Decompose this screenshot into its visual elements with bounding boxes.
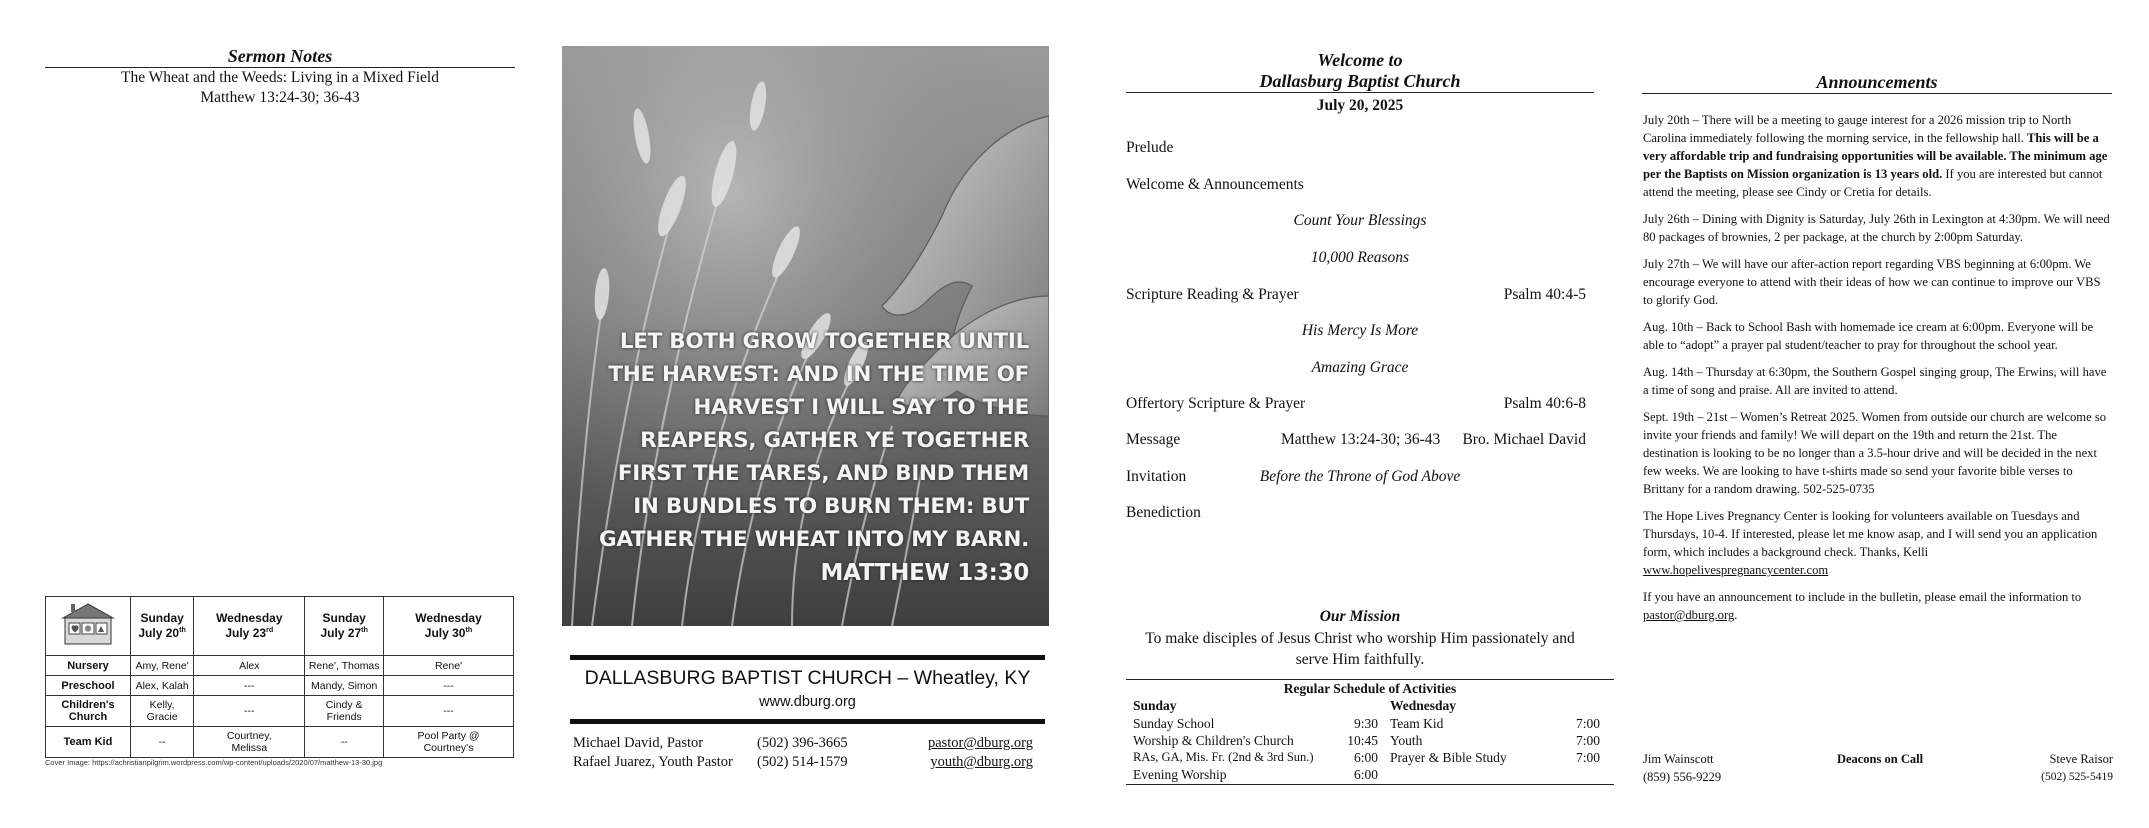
schedule-item [1133,733,1378,750]
divider-bar [570,655,1045,660]
welcome-title [1126,50,1594,93]
order-item-label: Prelude [1126,139,1174,156]
sermon-subtitle [45,68,515,108]
table-cell: Courtney, Melissa [194,727,305,758]
schedule-item [1133,716,1378,733]
schedule-sunday-heading: Sunday [1133,698,1177,713]
staff-name: Rafael Juarez, Youth Pastor [573,754,733,770]
song-title: Count Your Blessings [1293,212,1427,229]
col-header-wednesday-july-30: Wednesday July 30th [384,597,514,656]
deacon-left [1643,750,1721,786]
schedule-item [1390,750,1600,767]
schedule-item [1133,767,1378,784]
table-cell: Alex [194,656,305,676]
church-website[interactable]: www.dburg.org [759,694,856,710]
order-item-song [1126,212,1594,232]
sermon-title-line: The Wheat and the Weeds: Living in a Mixed Field [120,69,439,86]
col-header-wednesday-july-23: Wednesday July 23rd [194,597,305,656]
schedule-item-name: Youth [1390,733,1423,748]
announcements-title: Announcements [1642,72,2112,94]
schedule-item [1133,750,1378,767]
song-title: 10,000 Reasons [1310,249,1410,266]
cover-verse-text: LET BOTH GROW TOGETHER UNTIL THE HARVEST: AND IN THE TIME OF HARVEST I WILL SAY TO THE REAPERS, GATHER YE TOGETHER FIRST THE TARES, AND BIND THEM IN BUNDLES TO BURN THEM: BUT GATHER THE WHEAT INTO MY BARN. [599,329,1029,552]
schedule-wednesday-heading: Wednesday [1390,698,1457,713]
staff-name: Michael David, Pastor [573,735,704,751]
schedule-item-time: 7:00 [1575,733,1600,748]
announcement-item [1643,588,2113,624]
schedule-item-name: Prayer & Bible Study [1390,750,1507,765]
order-item-invitation [1126,468,1594,488]
order-item-scripture [1126,286,1594,306]
schedule-heading: Regular Schedule of Activities [1283,681,1457,696]
announcements-body [1643,111,2113,633]
announcement-text: July 20th – There will be a meeting to gauge interest for a 2026 mission trip to North Carolina immediately following the morning service, in the fellowship hall. [1643,113,2072,145]
pregnancy-center-link[interactable]: www.hopelivespregnancycenter.com [1643,563,1829,577]
schedule-item-name: Sunday School [1133,716,1215,731]
order-item-song [1126,249,1594,269]
deacon-name: Steve Raisor [2049,752,2113,766]
cover-verse-reference: MATTHEW 13:30 [820,560,1029,586]
nursery-schedule-table [45,596,514,758]
schedule-item-name: RAs, GA, Mis. Fr. (2nd & 3rd Sun.) [1133,750,1314,764]
message-scripture: Matthew 13:24-30; 36-43 [1281,431,1441,448]
schedule-item [1390,716,1600,733]
announcement-item: July 27th – We will have our after-action report regarding VBS beginning at 6:00pm. We encourage everyone to attend with their ideas of how we can continue to improve our VBS to glorify God. [1643,257,2101,307]
table-row [46,727,514,758]
deacons-on-call-heading: Deacons on Call [1836,752,1924,766]
church-name-heading: DALLASBURG BAPTIST CHURCH – Wheatley, KY [584,667,1031,689]
announcement-text: If you are interested but cannot attend the meeting, please see Cindy or Cretia for details. [1643,167,2103,199]
order-item-prelude [1126,139,1594,159]
schedule-item-time: 6:00 [1353,767,1378,782]
staff-phone: (502) 514-1579 [757,754,848,770]
schedule-item-name: Evening Worship [1133,767,1227,782]
staff-email-link[interactable]: youth@dburg.org [930,754,1033,770]
order-item-song [1126,359,1594,379]
mission-text: To make disciples of Jesus Christ who worship Him passionately and serve Him faithfully. [1145,630,1575,668]
row-label-team-kid: Team Kid [46,727,131,758]
row-label-childrens-church: Children's Church [46,696,131,727]
col-header-sunday-july-27: Sunday July 27th [305,597,384,656]
table-cell: Amy, Rene' [131,656,194,676]
staff-email-link[interactable]: pastor@dburg.org [927,735,1033,751]
schedule-item-name: Worship & Children's Church [1133,733,1294,748]
table-cell: Rene', Thomas [305,656,384,676]
message-speaker: Bro. Michael David [1462,431,1586,448]
table-cell: Mandy, Simon [305,676,384,696]
table-cell: -- [131,727,194,758]
schedule-item-time: 7:00 [1575,750,1600,765]
announcement-item [1643,507,2113,579]
schedule-item-time: 7:00 [1575,716,1600,731]
table-cell: Rene' [384,656,514,676]
announcement-text: The Hope Lives Pregnancy Center is looking for volunteers available on Tuesdays and Thursdays, 10-4. If interested, please let me know asap, and I will send you an application form, which includes a background check. Thanks, Kelli [1643,509,2098,559]
table-cell: --- [384,676,514,696]
order-item-message [1126,431,1594,451]
row-label-nursery: Nursery [46,656,131,676]
announcement-item [1643,111,2113,201]
table-cell: Pool Party @ Courtney's [384,727,514,758]
deacon-right [1960,750,2113,786]
welcome-line: Welcome to [1317,50,1403,70]
announcement-email-link[interactable]: pastor@dburg.org [1643,608,1735,622]
announcement-emphasis: This will be a very affordable trip and fundraising opportunities will be available. The minimum age per the Baptists on Mission organization is 13 years old. [1643,131,2108,181]
announcement-item: Aug. 10th – Back to School Bash with homemade ice cream at 6:00pm. Everyone will be able to “adopt” a prayer pal student/teacher to pray for throughout the school year. [1643,320,2094,352]
announcement-item: Aug. 14th – Thursday at 6:30pm, the Southern Gospel singing group, The Erwins, will have a time of song and praise. All are invited to attend. [1643,365,2107,397]
order-item-welcome [1126,176,1594,196]
order-item-offertory [1126,395,1594,415]
table-row [46,676,514,696]
schedule-item [1390,733,1600,750]
sermon-notes-title: Sermon Notes [45,46,515,68]
table-row [46,656,514,676]
mission-heading: Our Mission [1319,608,1401,625]
staff-row-pastor [573,735,1045,755]
table-cell: --- [194,676,305,696]
deacon-phone: (859) 556-9229 [1643,770,1722,784]
table-cell: -- [305,727,384,758]
church-name-title: Dallasburg Baptist Church [1259,71,1461,91]
schedule-item-time: 9:30 [1353,716,1378,731]
announcement-text: . [1734,608,1738,622]
order-item-label: Scripture Reading & Prayer [1126,286,1299,303]
cover-image-credit: Cover Image: https://achristianpilgrim.wordpress.com/wp-content/uploads/2020/07/matthew-13-30.jpg [45,758,383,767]
row-label-preschool: Preschool [46,676,131,696]
service-date: July 20, 2025 [1316,97,1404,114]
order-item-label: Message [1126,431,1181,448]
table-cell: Kelly, Gracie [131,696,194,727]
table-row [46,696,514,727]
table-cell: --- [384,696,514,727]
table-header-row [46,597,514,656]
schedule-item-name: Team Kid [1390,716,1444,731]
announcement-text: If you have an announcement to include in the bulletin, please email the information to [1643,590,2082,604]
table-cell: --- [194,696,305,727]
order-item-label: Invitation [1126,468,1187,485]
scripture-reference: Psalm 40:6-8 [1503,395,1586,412]
staff-row-youth-pastor [573,754,1045,774]
deacon-name: Jim Wainscott [1643,752,1714,766]
divider-line [1126,679,1614,680]
schedule-item-time: 6:00 [1353,750,1378,765]
song-title: His Mercy Is More [1301,322,1419,339]
divider-line [1126,784,1614,785]
announcement-item: Sept. 19th – 21st – Women’s Retreat 2025. Women from outside our church are welcome so invite your friends and family! We will depart on the 19th and return the 21st. The destination is looking to be no longer than a 3.5-hour drive and will be decided in the next few weeks. We are looking to have t-shirts made so send your favorite bible verses to Brittany for a random drawing. 502-525-0735 [1643,410,2107,496]
cover-image [562,46,1049,626]
cover-verse [589,325,1029,590]
table-cell: Cindy & Friends [305,696,384,727]
scripture-reference: Psalm 40:4-5 [1503,286,1586,303]
song-title: Amazing Grace [1311,359,1409,376]
song-title: Before the Throne of God Above [1259,468,1461,485]
announcement-item: July 26th – Dining with Dignity is Saturday, July 26th in Lexington at 4:30pm. We will need 80 packages of brownies, 2 per package, at the church by 2:00pm Saturday. [1643,212,2110,244]
order-item-label: Benediction [1126,504,1201,521]
divider-bar [570,719,1045,724]
table-cell: Alex, Kalah [131,676,194,696]
order-item-label: Welcome & Announcements [1126,176,1304,193]
order-item-label: Offertory Scripture & Prayer [1126,395,1306,412]
schedule-item-time: 10:45 [1347,733,1378,748]
staff-phone: (502) 396-3665 [757,735,848,751]
order-item-benediction [1126,504,1594,524]
col-header-sunday-july-20: Sunday July 20th [131,597,194,656]
church-logo-icon [46,597,131,656]
deacon-phone: (502) 525-5419 [2041,771,2113,783]
order-item-song [1126,322,1594,342]
sermon-scripture-line: Matthew 13:24-30; 36-43 [200,89,360,106]
